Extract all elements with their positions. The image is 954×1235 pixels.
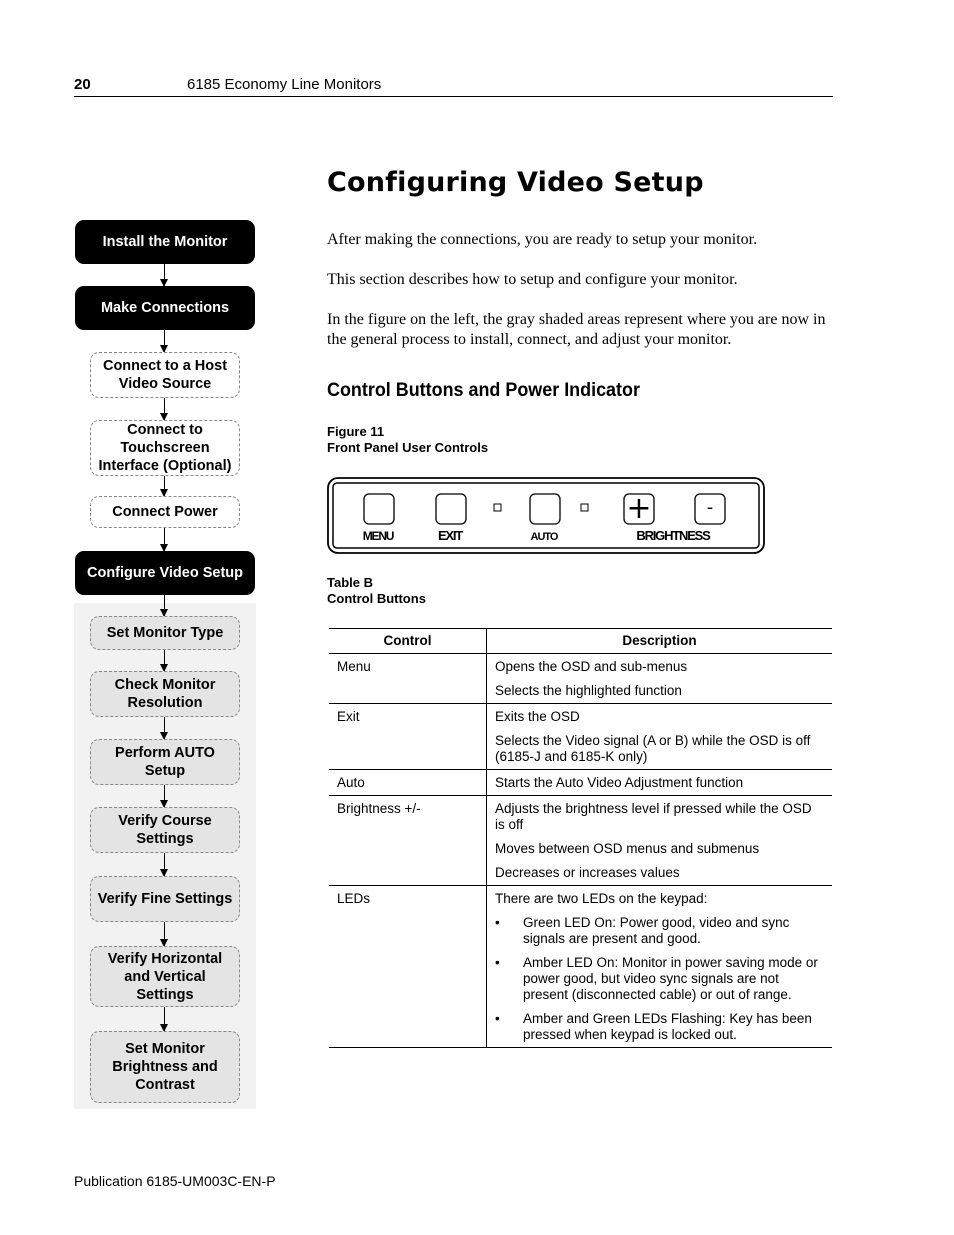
figure-number: Figure 11: [327, 424, 385, 439]
control-buttons-table: [329, 628, 832, 1048]
table-header-row: [329, 629, 832, 654]
bullet-icon: •: [495, 1011, 500, 1026]
flow-step: Verify Fine Settings: [90, 876, 240, 922]
flow-arrow: [164, 330, 165, 352]
description-text: Adjusts the brightness level if pressed while the OSD is off: [495, 801, 812, 832]
figure-caption: [327, 424, 488, 456]
header-title: 6185 Economy Line Monitors: [187, 76, 382, 93]
flow-step: Connect to Touchscreen Interface (Optional): [90, 420, 240, 476]
table-row: [329, 704, 832, 770]
description-text: Exits the OSD: [495, 709, 580, 724]
column-header-description: Description: [487, 629, 833, 654]
description-cell: [487, 886, 833, 1048]
control-cell: LEDs: [329, 886, 487, 1048]
flow-step: Verify Course Settings: [90, 807, 240, 853]
flow-arrow: [164, 595, 165, 616]
flow-arrow: [164, 717, 165, 739]
control-cell: Menu: [329, 654, 487, 704]
amber-led-indicator: [581, 504, 588, 511]
table-row: [329, 654, 832, 704]
flow-arrow: [164, 922, 165, 946]
bullet-item: [495, 955, 824, 1003]
table-row: [329, 770, 832, 796]
auto-label: AUTO: [530, 531, 558, 543]
brightness-label: BRIGHTNESS: [636, 528, 710, 543]
section-heading: Control Buttons and Power Indicator: [327, 379, 640, 401]
publication-footer: Publication 6185-UM003C-EN-P: [74, 1173, 276, 1189]
flow-step: Perform AUTO Setup: [90, 739, 240, 785]
exit-label: EXIT: [437, 528, 463, 543]
flow-arrow: [164, 785, 165, 807]
intro-paragraph-3: In the figure on the left, the gray shaded areas represent where you are now in the general process to install, connect, and adjust your monitor.: [327, 311, 826, 348]
description-text: There are two LEDs on the keypad:: [495, 891, 708, 906]
description-text: Decreases or increases values: [495, 865, 680, 880]
description-cell: [487, 654, 833, 704]
page-number: 20: [74, 76, 91, 93]
menu-label: MENU: [362, 529, 394, 543]
column-header-control: Control: [329, 629, 487, 654]
bullet-icon: •: [495, 955, 500, 970]
flow-arrow: [164, 650, 165, 671]
table-row: [329, 886, 832, 1048]
description-text: Starts the Auto Video Adjustment function: [495, 775, 744, 790]
flow-step: Set Monitor Brightness and Contrast: [90, 1031, 240, 1103]
figure-title: Front Panel User Controls: [327, 440, 489, 455]
description-text: Moves between OSD menus and submenus: [495, 841, 760, 856]
description-text: Selects the highlighted function: [495, 683, 682, 698]
flow-step: Verify Horizontal and Vertical Settings: [90, 946, 240, 1007]
table-title: Control Buttons: [327, 591, 426, 606]
bullet-item: [495, 915, 824, 947]
intro-paragraph-2: This section describes how to setup and configure your monitor.: [327, 271, 738, 288]
front-panel-diagram: [327, 477, 767, 555]
table-row: [329, 796, 832, 886]
description-cell: [487, 770, 833, 796]
flow-step: Connect to a Host Video Source: [90, 352, 240, 398]
page-header: [74, 76, 833, 97]
flow-step: Connect Power: [90, 496, 240, 528]
flow-arrow: [164, 528, 165, 551]
flow-step: Set Monitor Type: [90, 616, 240, 650]
bullet-icon: •: [495, 915, 500, 930]
exit-button: [436, 494, 466, 524]
bullet-text: Amber LED On: Monitor in power saving mode or power good, but video sync signals are not present (disconnected cable) or out of range.: [523, 955, 818, 1002]
flow-step: Make Connections: [75, 286, 255, 330]
flow-arrow: [164, 398, 165, 420]
plus-symbol: +: [626, 491, 652, 526]
bullet-text: Amber and Green LEDs Flashing: Key has been pressed when keypad is locked out.: [523, 1011, 812, 1042]
flow-arrow: [164, 1007, 165, 1031]
control-cell: Auto: [329, 770, 487, 796]
bullet-item: [495, 1011, 824, 1043]
description-cell: [487, 796, 833, 886]
flow-step: Configure Video Setup: [75, 551, 255, 595]
control-cell: Exit: [329, 704, 487, 770]
flow-arrow: [164, 264, 165, 286]
page-title: Configuring Video Setup: [327, 167, 704, 198]
description-cell: [487, 704, 833, 770]
description-text: Opens the OSD and sub-menus: [495, 659, 688, 674]
auto-button: [530, 494, 560, 524]
intro-paragraph-1: After making the connections, you are ready to setup your monitor.: [327, 231, 758, 248]
menu-button: [364, 494, 394, 524]
flow-step: Install the Monitor: [75, 220, 255, 264]
bullet-text: Green LED On: Power good, video and sync signals are present and good.: [523, 915, 790, 946]
flow-arrow: [164, 476, 165, 496]
green-led-indicator: [494, 504, 501, 511]
table-number: Table B: [327, 575, 373, 590]
flow-step: Check Monitor Resolution: [90, 671, 240, 717]
flow-arrow: [164, 853, 165, 876]
control-cell: Brightness +/-: [329, 796, 487, 886]
description-text: Selects the Video signal (A or B) while the OSD is off (6185-J and 6185-K only): [495, 733, 811, 764]
minus-symbol: -: [706, 497, 714, 518]
table-caption: [327, 575, 426, 607]
